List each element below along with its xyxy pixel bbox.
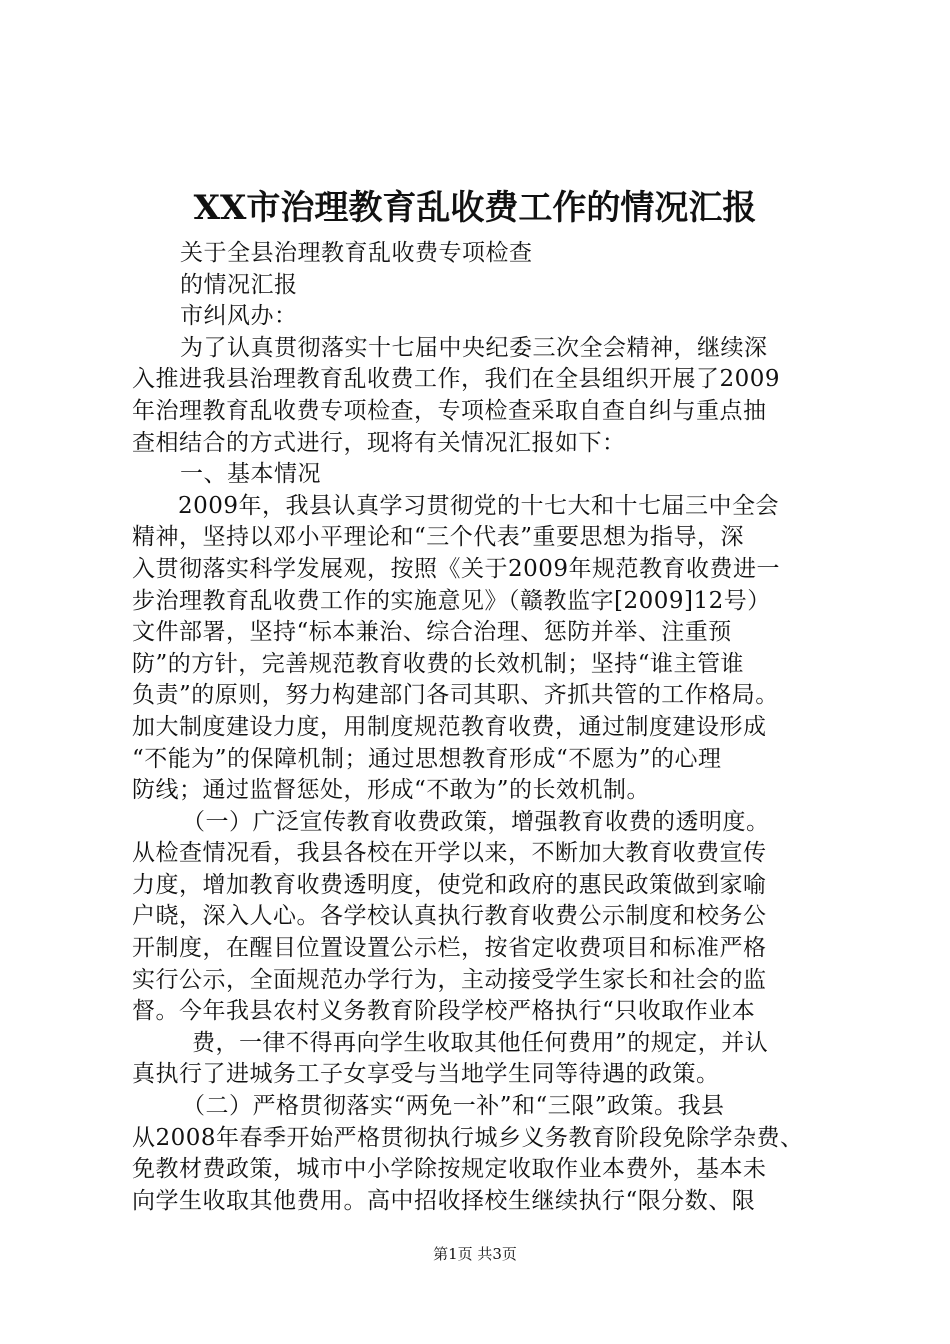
body-line: 督。今年我县农村义务教育阶段学校严格执行“只收取作业本	[132, 998, 756, 1025]
document-title: XX市治理教育乱收费工作的情况汇报	[193, 188, 757, 228]
body-line: 年治理教育乱收费专项检查，专项检查采取自查自纠与重点抽	[132, 397, 767, 424]
body-line: 免教材费政策，城市中小学除按规定收取作业本费外，基本未	[132, 1156, 767, 1183]
body-line: 2009年，我县认真学习贯彻党的十七大和十七届三中全会	[178, 492, 780, 519]
body-line: 文件部署，坚持“标本兼治、综合治理、惩防并举、注重预	[132, 619, 732, 646]
body-line: 负责”的原则，努力构建部门各司其职、齐抓共管的工作格局。	[132, 682, 779, 709]
body-line: 防线；通过监督惩处，形成“不敢为”的长效机制。	[132, 777, 651, 804]
body-line: 真执行了进城务工子女享受与当地学生同等待遇的政策。	[132, 1061, 720, 1088]
body-line: 力度，增加教育收费透明度，使党和政府的惠民政策做到家喻	[132, 871, 767, 898]
body-line: 入推进我县治理教育乱收费工作，我们在全县组织开展了2009	[132, 366, 781, 393]
subsection-heading: （一）广泛宣传教育收费政策，增强教育收费的透明度。	[182, 808, 770, 835]
body-line: “不能为”的保障机制；通过思想教育形成“不愿为”的心理	[132, 745, 722, 772]
document-body	[132, 238, 832, 1217]
body-line: 开制度，在醒目位置设置公示栏，按省定收费项目和标准严格	[132, 935, 767, 962]
page-number: 第1页 共3页	[433, 1245, 517, 1263]
body-line: 为了认真贯彻落实十七届中央纪委三次全会精神，继续深	[180, 334, 768, 361]
page-footer	[0, 1244, 950, 1264]
body-line: 费，一律不得再向学生收取其他任何费用”的规定，并认	[192, 1029, 769, 1056]
body-line: 入贯彻落实科学发展观，按照《关于2009年规范教育收费进一	[132, 555, 781, 582]
body-line: 户晓，深入人心。各学校认真执行教育收费公示制度和校务公	[132, 903, 767, 930]
body-line: 查相结合的方式进行，现将有关情况汇报如下：	[132, 429, 626, 456]
body-line: 实行公示，全面规范办学行为，主动接受学生家长和社会的监	[132, 966, 767, 993]
body-line: 从2008年春季开始严格贯彻执行城乡义务教育阶段免除学杂费、	[132, 1124, 804, 1151]
body-line: 步治理教育乱收费工作的实施意见》（赣教监字[2009]12号）	[132, 587, 771, 614]
body-line: 从检查情况看，我县各校在开学以来，不断加大教育收费宣传	[132, 840, 767, 867]
body-line: 的情况汇报	[180, 271, 298, 298]
body-line: 精神，坚持以邓小平理论和“三个代表”重要思想为指导，深	[132, 524, 745, 551]
section-heading: 一、基本情况	[180, 461, 321, 488]
body-line: 防”的方针，完善规范教育收费的长效机制；坚持“谁主管谁	[132, 650, 745, 677]
body-line: 市纠风办：	[180, 303, 298, 330]
subsection-heading: （二）严格贯彻落实“两免一补”和“三限”政策。我县	[182, 1093, 725, 1120]
body-line: 加大制度建设力度，用制度规范教育收费，通过制度建设形成	[132, 713, 767, 740]
body-line: 向学生收取其他费用。高中招收择校生继续执行“限分数、限	[132, 1187, 756, 1214]
body-line: 关于全县治理教育乱收费专项检查	[180, 240, 533, 266]
